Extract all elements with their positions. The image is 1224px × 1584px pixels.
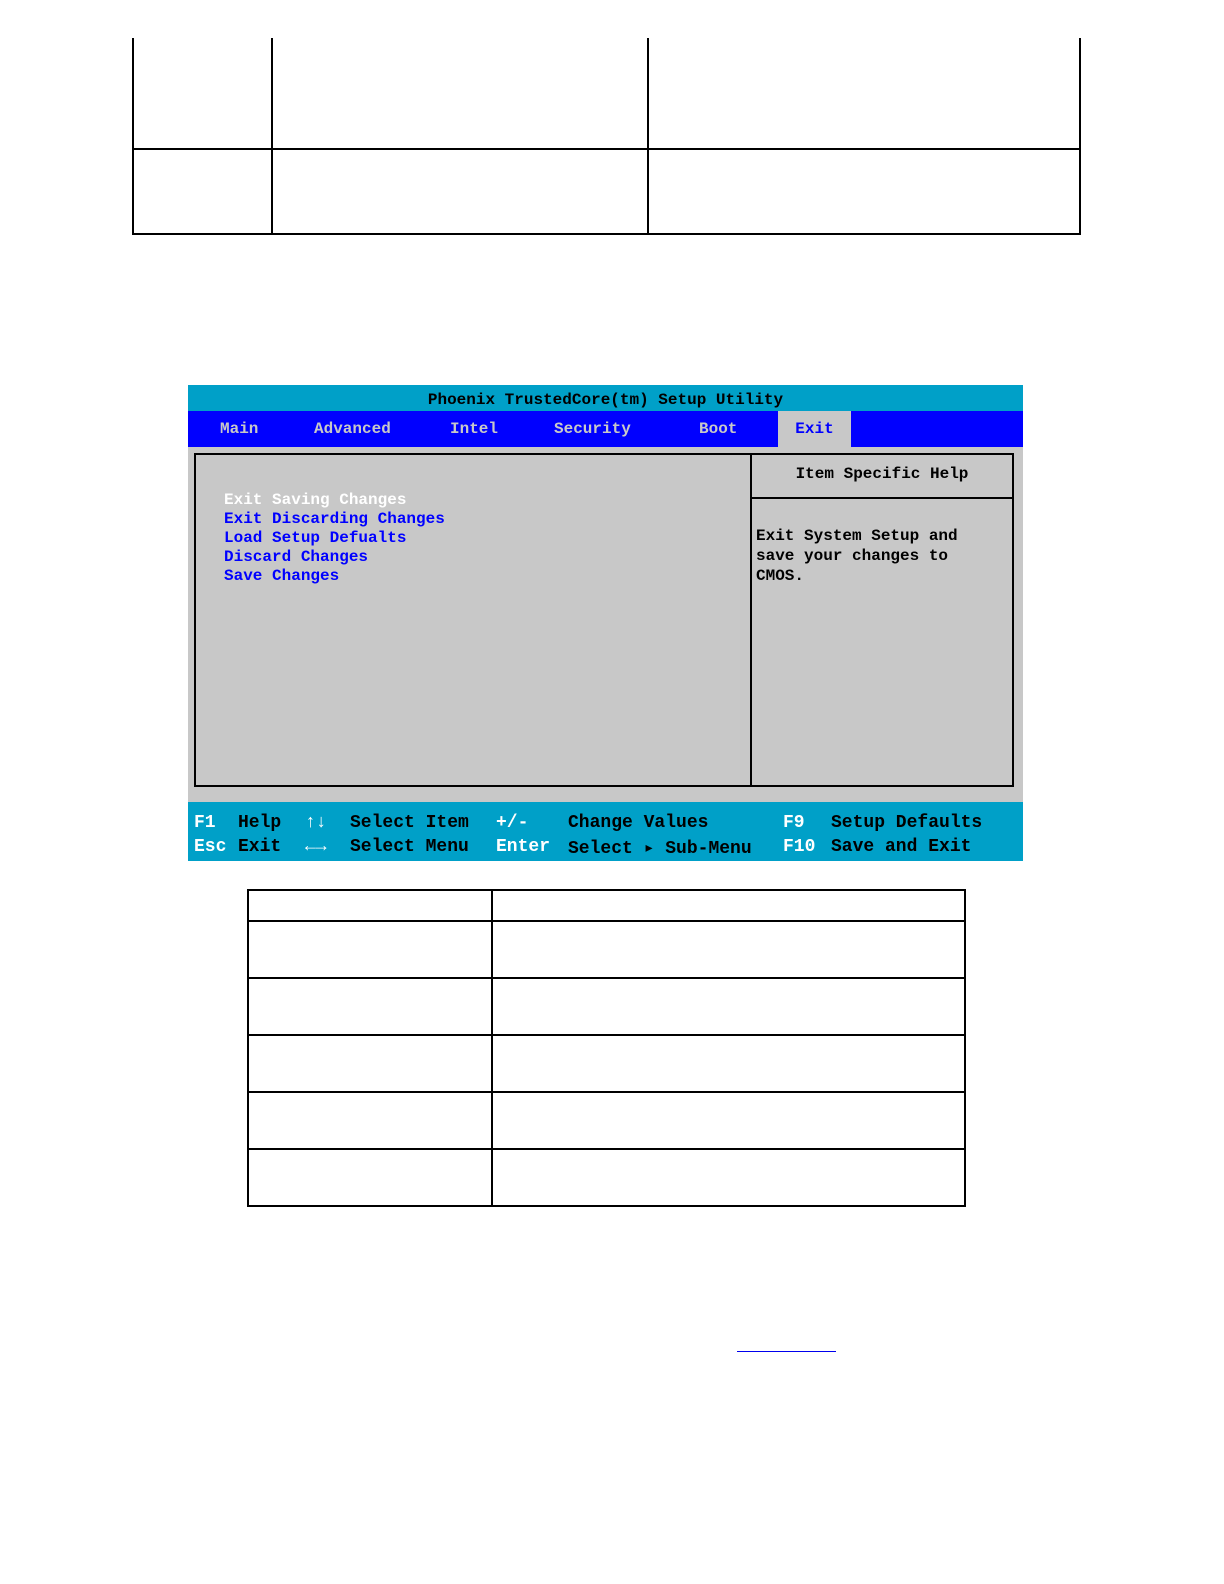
hyperlink-underline[interactable]: [737, 1351, 836, 1352]
key-esc-desc: Exit: [238, 837, 282, 857]
key-f1-desc: Help: [238, 813, 282, 833]
tab-intel[interactable]: Intel: [450, 420, 499, 438]
key-esc: Esc: [194, 837, 227, 857]
menu-item-save-changes[interactable]: Save Changes: [224, 567, 340, 585]
bios-key-legend: [188, 802, 1023, 861]
bios-title: Phoenix TrustedCore(tm) Setup Utility: [188, 385, 1023, 411]
table-column-divider: [647, 38, 649, 233]
table-column-divider: [271, 38, 273, 233]
key-f1: F1: [194, 813, 216, 833]
table-row-divider: [134, 148, 1079, 150]
key-plus-minus-desc: Change Values: [568, 813, 709, 833]
menu-item-exit-discarding-changes[interactable]: Exit Discarding Changes: [224, 510, 445, 528]
table-row-divider: [249, 1034, 964, 1036]
table-row-divider: [249, 1091, 964, 1093]
help-divider: [752, 497, 1012, 499]
key-left-right-desc: Select Menu: [350, 837, 469, 857]
key-f10-desc: Save and Exit: [831, 837, 972, 857]
table-row-divider: [249, 977, 964, 979]
bios-main-panel: [194, 453, 1014, 787]
table-row-divider: [249, 920, 964, 922]
key-f9: F9: [783, 813, 805, 833]
help-text: Exit System Setup and save your changes to CMOS.: [756, 527, 958, 585]
tab-security[interactable]: Security: [554, 420, 631, 438]
exit-menu: [224, 491, 445, 586]
top-table: [132, 38, 1081, 235]
key-enter-desc: Select ▸ Sub-Menu: [568, 839, 752, 859]
tab-exit[interactable]: Exit: [778, 411, 851, 447]
tab-boot[interactable]: Boot: [699, 420, 738, 438]
bios-menu-bar: [188, 411, 1023, 447]
table-row-divider: [249, 1148, 964, 1150]
tab-main[interactable]: Main: [220, 420, 259, 438]
bottom-table: [247, 889, 966, 1207]
key-up-down-desc: Select Item: [350, 813, 469, 833]
key-enter: Enter: [496, 837, 551, 857]
menu-item-load-setup-defaults[interactable]: Load Setup Defualts: [224, 529, 407, 547]
key-left-right: ←→: [305, 837, 327, 857]
key-f9-desc: Setup Defaults: [831, 813, 983, 833]
tab-advanced[interactable]: Advanced: [314, 420, 391, 438]
key-up-down: ↑↓: [305, 813, 327, 833]
key-f10: F10: [783, 837, 816, 857]
menu-item-discard-changes[interactable]: Discard Changes: [224, 548, 369, 566]
table-column-divider: [491, 891, 493, 1205]
panel-divider: [750, 455, 752, 785]
key-plus-minus: +/-: [496, 813, 529, 833]
menu-item-exit-saving-changes[interactable]: Exit Saving Changes: [224, 491, 407, 509]
help-title: Item Specific Help: [795, 465, 969, 483]
bios-setup-screen: [188, 385, 1023, 861]
